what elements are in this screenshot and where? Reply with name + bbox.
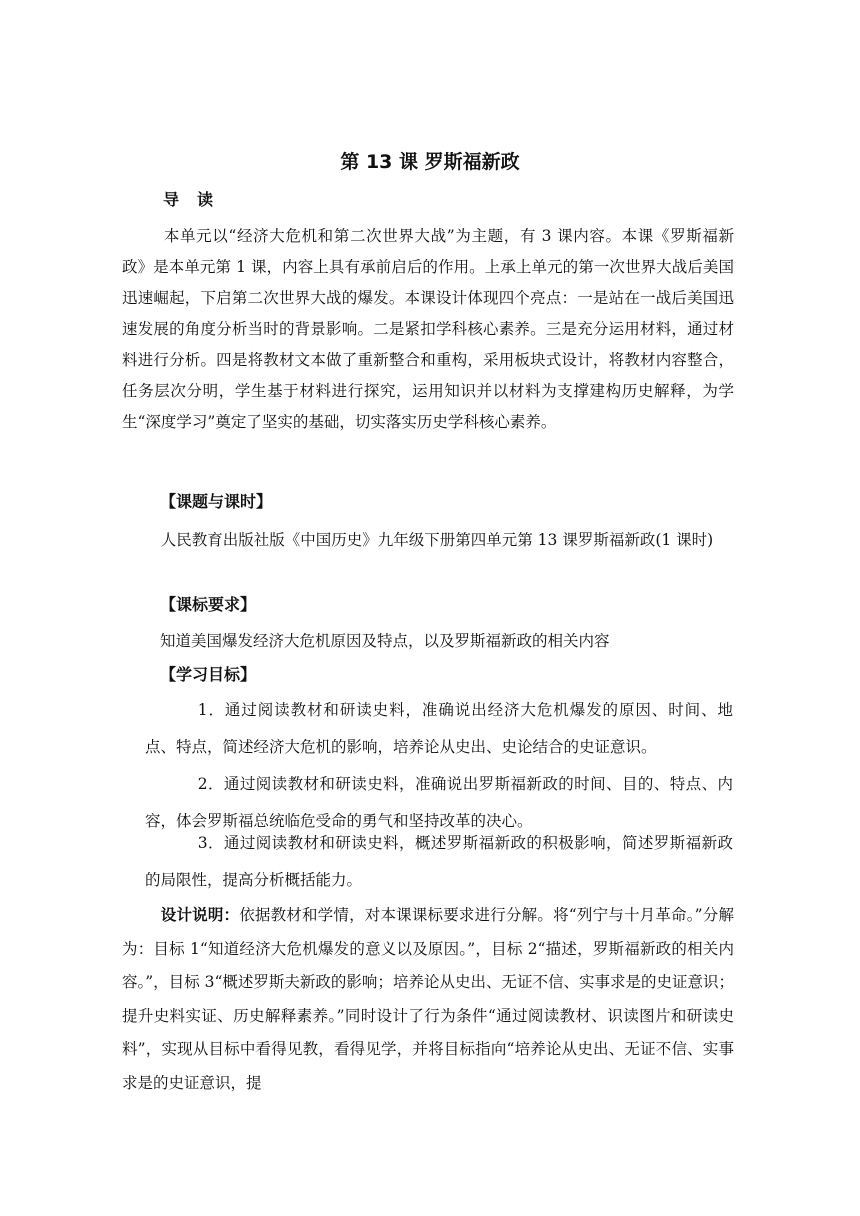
- page-title: 第 13 课 罗斯福新政: [340, 151, 520, 173]
- objective-item-1: 1．通过阅读教材和研读史料，准确说出经济大危机爆发的原因、时间、地点、特点，简述经济大危机的影响，培养论从史出、史论结合的史证意识。: [145, 701, 733, 756]
- objectives-heading: 【学习目标】: [160, 665, 257, 684]
- objective-item-2: 2．通过阅读教材和研读史料，准确说出罗斯福新政的时间、目的、特点、内容，体会罗斯福总统临危受命的勇气和坚持改革的决心。: [145, 775, 733, 830]
- design-note-text: 依据教材和学情，对本课课标要求进行分解。将“列宁与十月革命。”分解为：目标 1“知道经济大危机爆发的意义以及原因。”，目标 2“描述，罗斯福新政的相关内容。”，目标 3“概述罗斯夫新政的影响；培养论从史出、无证不信、实事求是的史证意识；提升史料实证、历史解释素养。”同时设计了行为条件“通过阅读教材、识读图片和研读史料”，实现从目标中看得见教，看得见学，并将目标指向“培养论从史出、无证不信、实事求是的史证意识，提: [122, 906, 734, 1092]
- topic-text: 人民教育出版社版《中国历史》九年级下册第四单元第 13 课罗斯福新政(1 课时): [160, 531, 714, 549]
- standard-text: 知道美国爆发经济大危机原因及特点，以及罗斯福新政的相关内容: [160, 632, 610, 650]
- guide-heading: 导读: [163, 190, 232, 209]
- standard-heading: 【课标要求】: [160, 595, 257, 614]
- design-note: [122, 899, 734, 1100]
- topic-heading: 【课题与课时】: [160, 492, 273, 511]
- objective-item-3: 3．通过阅读教材和研读史料，概述罗斯福新政的积极影响，简述罗斯福新政的局限性，提高分析概括能力。: [145, 834, 733, 889]
- design-note-lead: 设计说明：: [160, 906, 240, 924]
- guide-paragraph: 本单元以“经济大危机和第二次世界大战”为主题，有 3 课内容。本课《罗斯福新政》是本单元第 1 课，内容上具有承前启后的作用。上承上单元的第一次世界大战后美国迅速崛起，下启第二次世界大战的爆发。本课设计体现四个亮点：一是站在一战后美国迅速发展的角度分析当时的背景影响。二是紧扣学科核心素养。三是充分运用材料，通过材料进行分析。四是将教材文本做了重新整合和重构，采用板块式设计，将教材内容整合，任务层次分明，学生基于材料进行探究，运用知识并以材料为支撑建构历史解释，为学生“深度学习”奠定了坚实的基础，切实落实历史学科核心素养。: [122, 227, 734, 431]
